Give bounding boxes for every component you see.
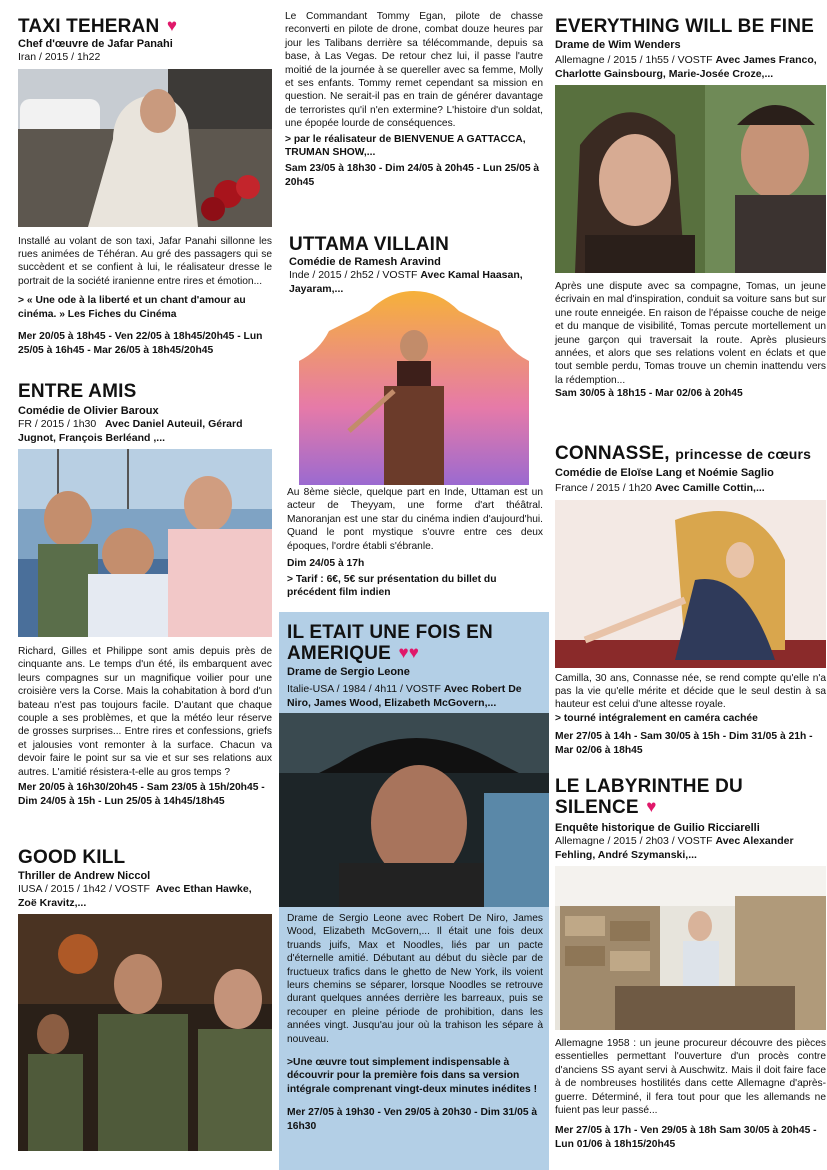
film-good-kill-continued: [285, 10, 543, 190]
film-taxi-teheran: [18, 16, 272, 357]
film-photo: [555, 85, 826, 273]
film-photo-amerique: [279, 713, 549, 907]
film-labyrinthe-du-silence: [555, 776, 826, 1152]
heart-icon: ♥: [166, 16, 178, 35]
film-quote: > « Une ode à la liberté et un chant d'amour au cinéma. » Les Fiches du Cinéma: [18, 295, 246, 320]
film-quote: > Tarif : 6€, 5€ sur présentation du billet du précédent film indien: [287, 573, 497, 599]
film-title: GOOD KILL: [18, 847, 126, 868]
film-meta: France / 2015 / 1h20 Avec Camille Cottin,...: [555, 482, 765, 494]
film-il-etait-une-fois-text: [287, 912, 543, 1133]
film-subtitle: Comédie de Ramesh Aravind: [289, 256, 441, 268]
film-quote: > par le réalisateur de BIENVENUE A GATTACCA, TRUMAN SHOW,...: [285, 133, 526, 159]
film-subtitle: Enquête historique de Guilio Ricciarelli: [555, 822, 760, 834]
film-il-etait-une-fois: [287, 622, 543, 710]
heart-icon: ♥♥: [398, 643, 420, 662]
film-uttama-villain-text: [287, 486, 543, 599]
film-synopsis: Richard, Gilles et Philippe sont amis depuis près de cinquante ans. Le temps d'un été, ils embarquent avec leurs compagnes sur un magnifique voilier pour une croisière vers la Corse. Mais la cohabitation à bord d'un bateau n'est pas toujours facile. D'autant que chaque couple a ses problèmes, et que la météo leur réserve de grosses surprises... Entre rires et confessions, griefs et jalousies vont remonter à la surface. Chacun va devoir faire le point sur sa vie et sur ses relations aux autres. L'amitié résistera-t-elle au gros temps ?: [18, 646, 272, 778]
film-subtitle: Chef d'œuvre de Jafar Panahi: [18, 38, 173, 50]
film-meta: IUSA / 2015 / 1h42 / VOSTF Avec Ethan Hawke, Zoë Kravitz,...: [18, 883, 252, 909]
film-photo-uttama: [289, 291, 539, 485]
film-subtitle: Drame de Sergio Leone: [287, 666, 410, 678]
film-photo: [18, 449, 272, 637]
film-subtitle: Comédie de Eloïse Lang et Noémie Saglio: [555, 467, 774, 479]
film-dates: Dim 24/05 à 17h: [287, 558, 365, 570]
film-title: UTTAMA VILLAIN: [289, 234, 450, 255]
film-subtitle: Comédie de Olivier Baroux: [18, 405, 159, 417]
film-everything-will-be-fine: [555, 16, 826, 401]
film-dates: Mer 20/05 à 18h45 - Ven 22/05 à 18h45/20h45 - Lun 25/05 à 16h45 - Mar 26/05 à 18h45/20h45: [18, 330, 263, 356]
film-uttama-villain: [289, 234, 543, 296]
film-dates: Mer 27/05 à 19h30 - Ven 29/05 à 20h30 - Dim 31/05 à 16h30: [287, 1107, 538, 1132]
film-dates: Sam 23/05 à 18h30 - Dim 24/05 à 20h45 - Lun 25/05 à 20h45: [285, 163, 540, 189]
film-title: IL ETAIT UNE FOIS EN AMERIQUE ♥♥: [287, 622, 493, 664]
film-synopsis: Au 8ème siècle, quelque part en Inde, Uttaman est un acteur de Theyyam, une forme d'art théâtral. Manoranjan est une star du cinéma indien d'aujourd'hui. Quand le pont mystique s'ouvre entre ces deux époques, l'ordre établi s'ébranle.: [287, 487, 543, 552]
film-title: LE LABYRINTHE DU SILENCE ♥: [555, 776, 743, 818]
film-quote: >Une œuvre tout simplement indispensable à découvrir pour la première fois dans sa version intégrale comprenant vingt-deux minutes inédites !: [287, 1057, 538, 1095]
film-dates: Mer 20/05 à 16h30/20h45 - Sam 23/05 à 15h/20h45 - Dim 24/05 à 15h - Lun 25/05 à 14h45/18h45: [18, 782, 265, 807]
film-title: TAXI TEHERAN ♥: [18, 16, 178, 37]
film-dates: Sam 30/05 à 18h15 - Mar 02/06 à 20h45: [555, 388, 743, 400]
film-meta: FR / 2015 / 1h30 Avec Daniel Auteuil, Gérard Jugnot, François Berléand ,...: [18, 418, 243, 444]
film-photo: [555, 866, 826, 1030]
film-dates: Mer 27/05 à 17h - Ven 29/05 à 18h Sam 30/05 à 20h45 - Lun 01/06 à 18h15/20h45: [555, 1125, 817, 1151]
film-connasse: [555, 443, 826, 757]
film-meta: Allemagne / 2015 / 2h03 / VOSTF Avec Alexander Fehling, André Szymanski,...: [555, 835, 794, 861]
film-title: ENTRE AMIS: [18, 381, 137, 402]
film-synopsis: Après une dispute avec sa compagne, Tomas, un jeune écrivain en mal d'inspiration, conduit sa voiture sans but sur une route enneigée. En raison de l'épaisse couche de neige et du manque de visibilité, Tomas percute mortellement un jeune garçon qui traversait la route. Après plusieurs années, et alors que ses relations volent en éclats et que tout semble perdu, Tomas trouve un chemin inattendu vers la rédemption...: [555, 281, 826, 386]
film-subtitle: Thriller de Andrew Niccol: [18, 870, 151, 882]
film-quote: > tourné intégralement en caméra cachée: [555, 712, 758, 724]
film-photo: [18, 69, 272, 227]
film-entre-amis: [18, 381, 272, 808]
film-dates: Mer 27/05 à 14h - Sam 30/05 à 15h - Dim 31/05 à 21h - Mar 02/06 à 18h45: [555, 731, 813, 756]
film-meta: Inde / 2015 / 2h52 / VOSTF Avec Kamal Haasan, Jayaram,...: [289, 269, 523, 295]
film-photo: [18, 914, 272, 1151]
film-synopsis: Drame de Sergio Leone avec Robert De Niro, James Wood, Elizabeth McGovern,... Il était une fois deux truands juifs, Max et Noodles, liés par un pacte d'éternelle amitié. Débutant au début du siècle par de fructueux trafics dans le ghetto de New York, ils voient leurs chemins se séparer, lorsque Noodles se retrouve durant quelques années derrière les barreaux, puis se recouper en pleine période de prohibition, dans les années vingt. Jusqu'au jour où la trahison les sépare à nouveau.: [287, 913, 543, 1045]
film-title: EVERYTHING WILL BE FINE: [555, 16, 815, 37]
film-synopsis: Le Commandant Tommy Egan, pilote de chasse reconverti en pilote de drone, combat douze heures par jour les Talibans derrière sa télécommande, depuis sa base, à Las Vegas. De retour chez lui, il passe l'autre moitié de la journée à se quereller avec sa femme, Molly et ses enfants. Tommy remet cependant sa mission en question. Ne serait-il pas en train de générer davantage de terroristes qu'il n'en extermine? L'histoire d'un soldat, une épopée lourde de conséquences.: [285, 11, 543, 130]
film-synopsis: Installé au volant de son taxi, Jafar Panahi sillonne les rues animées de Téhéran. Au gré des passagers qui se succèdent et se confient à lui, le réalisateur dresse le portrait de la société iranienne entre rires et émotion...: [18, 235, 272, 287]
film-subtitle: Drame de Wim Wenders: [555, 39, 681, 51]
film-title: CONNASSE, princesse de cœurs: [555, 443, 812, 464]
film-synopsis: Allemagne 1958 : un jeune procureur découvre des pièces essentielles permettant l'ouverture d'un procès contre d'anciens SS ayant servi à Auschwitz. Mais il doit faire face à de nombreuses hostilités dans cette Allemagne d'après-guerre. Déterminé, il fera tout pour que les allemands ne fuient pas leur passé...: [555, 1038, 826, 1117]
heart-icon: ♥: [646, 797, 657, 816]
film-good-kill: [18, 847, 272, 1151]
film-meta: Italie-USA / 1984 / 4h11 / VOSTF Avec Robert De Niro, James Wood, Elizabeth McGovern,...: [287, 683, 522, 709]
film-photo: [555, 500, 826, 668]
film-synopsis: Camilla, 30 ans, Connasse née, se rend compte qu'elle n'a pas la vie qu'elle mérite et décide que le seul destin à sa hauteur est celui d'une altesse royale.: [555, 672, 826, 711]
film-meta: Iran / 2015 / 1h22: [18, 51, 101, 63]
film-meta: Allemagne / 2015 / 1h55 / VOSTF Avec James Franco, Charlotte Gainsbourg, Marie-Josée Croze,...: [555, 54, 817, 80]
